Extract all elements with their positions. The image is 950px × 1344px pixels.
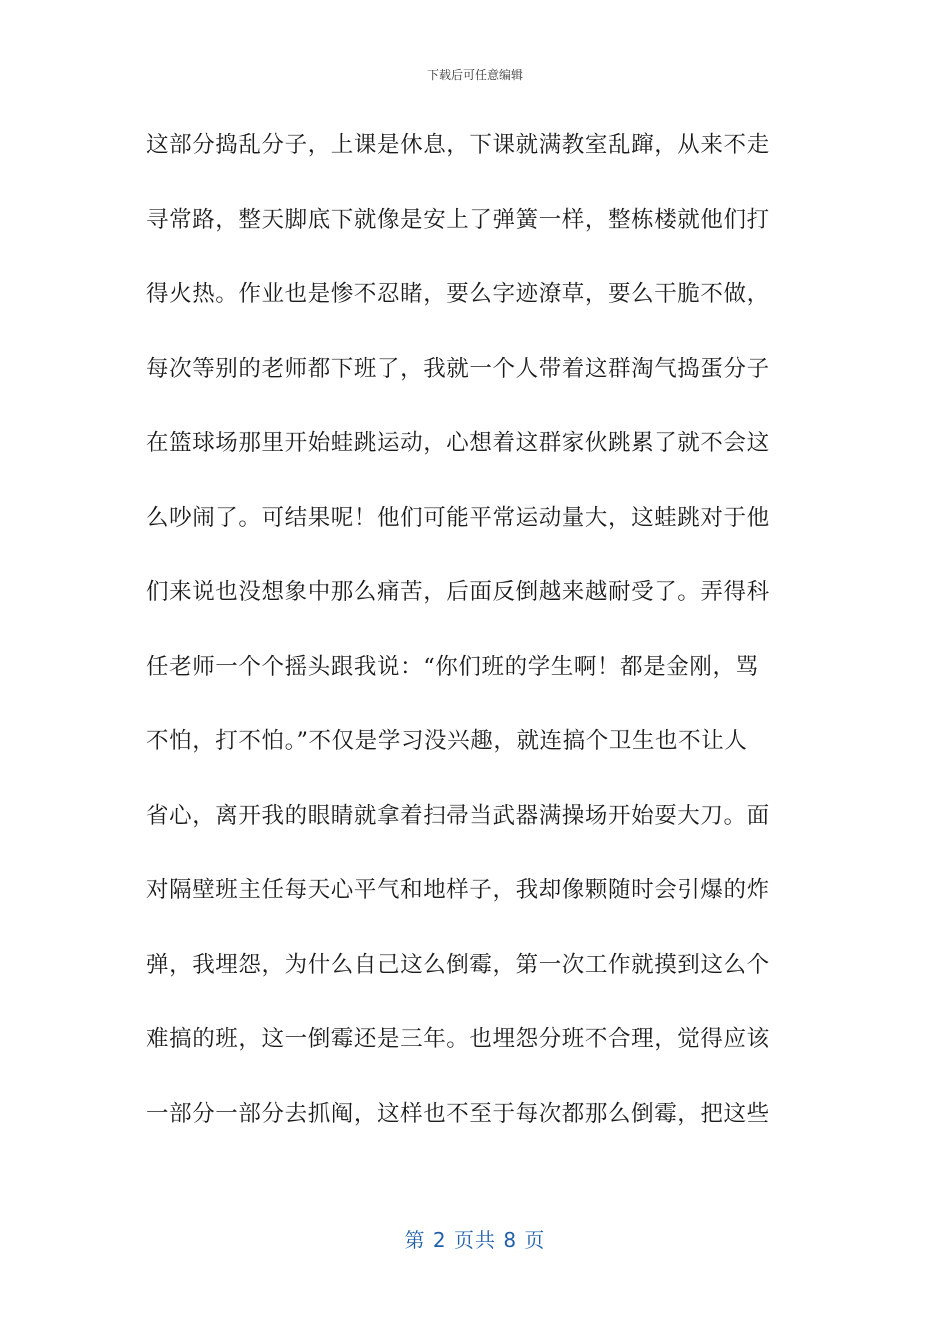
text-line: 么吵闹了。可结果呢！他们可能平常运动量大，这蛙跳对于他	[146, 504, 770, 531]
body-text	[146, 120, 806, 1163]
text-line: 寻常路，整天脚底下就像是安上了弹簧一样，整栋楼就他们打	[146, 206, 770, 233]
text-line: 对隔壁班主任每天心平气和地样子，我却像颗随时会引爆的炸	[146, 877, 770, 903]
text-line: 一部分一部分去抓阄，这样也不至于每次都那么倒霉，把这些	[146, 1100, 770, 1127]
text-line: 弹，我埋怨，为什么自己这么倒霉，第一次工作就摸到这么个	[146, 951, 770, 978]
text-line: 难搞的班，这一倒霉还是三年。也埋怨分班不合理，觉得应该	[146, 1026, 770, 1052]
text-line: 得火热。作业也是惨不忍睹，要么字迹潦草，要么干脆不做，	[146, 281, 770, 307]
text-line: 省心，离开我的眼睛就拿着扫帚当武器满操场开始耍大刀。面	[146, 802, 770, 829]
text-line: 任老师一个个摇头跟我说：“你们班的学生啊！都是金刚，骂	[146, 653, 759, 680]
text-line: 不怕，打不怕。”不仅是学习没兴趣，就连搞个卫生也不让人	[146, 728, 748, 754]
page-header: 下载后可任意编辑	[426, 68, 523, 82]
text-line: 每次等别的老师都下班了，我就一个人带着这群淘气捣蛋分子	[146, 355, 770, 382]
page-number-footer: 第 2 页共 8 页	[404, 1228, 546, 1252]
text-line: 在篮球场那里开始蛙跳运动，心想着这群家伙跳累了就不会这	[146, 430, 770, 456]
text-line: 们来说也没想象中那么痛苦，后面反倒越来越耐受了。弄得科	[146, 579, 770, 605]
text-line: 这部分捣乱分子，上课是休息，下课就满教室乱蹿，从来不走	[146, 132, 770, 158]
